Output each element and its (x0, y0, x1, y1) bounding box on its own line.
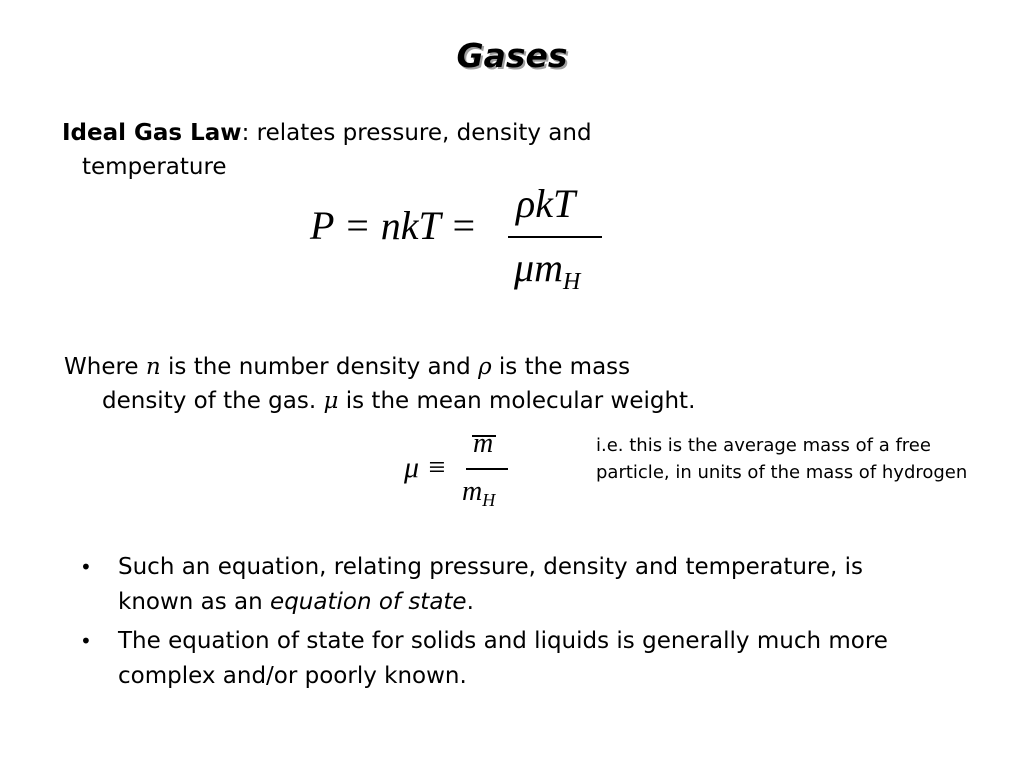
ideal-gas-equation-numerator: ρkT (516, 181, 576, 226)
bullet-2-text: The equation of state for solids and liquids is generally much more complex and/or poorly known. (118, 628, 888, 689)
where-part1: Where (64, 354, 146, 380)
mu-equation-numerator: m (473, 428, 494, 459)
intro-text-line1: relates pressure, density and (249, 120, 592, 146)
intro-text-line2: temperature (82, 154, 227, 180)
bullet-1-text: Such an equation, relating pressure, density and temperature, is known as an (118, 554, 864, 615)
variable-definitions (64, 350, 804, 418)
where-part4: density of the gas. (102, 388, 324, 414)
mean-molecular-weight-note: i.e. this is the average mass of a free particle, in units of the mass of hydrogen (596, 435, 968, 483)
fraction-bar (508, 236, 602, 238)
denominator-main: μm (514, 245, 563, 290)
mean-molecular-weight-equation (400, 424, 520, 524)
ideal-gas-law-term: Ideal Gas Law (62, 120, 242, 146)
n-symbol: n (145, 354, 161, 380)
intro-colon: : (241, 120, 250, 146)
denominator-main: m (462, 476, 483, 507)
bullet-list (80, 550, 900, 698)
ideal-gas-equation-lhs: P = nkT = (310, 203, 477, 248)
list-item (80, 624, 900, 694)
denominator-subscript: H (562, 269, 581, 295)
equation-of-state-emphasis: equation of state (270, 589, 467, 615)
where-part5: is the mean molecular weight. (338, 388, 696, 414)
bullet-marker: • (80, 555, 92, 579)
list-item (80, 550, 900, 620)
bullet-1-end: . (466, 589, 474, 615)
where-part3: is the mass (491, 354, 631, 380)
mu-equation-lhs: μ ≡ (404, 451, 447, 484)
ideal-gas-equation (310, 181, 610, 306)
where-line2 (64, 384, 804, 418)
mu-symbol: μ (323, 388, 339, 414)
slide-title: Gases (456, 36, 568, 75)
fraction-bar (466, 468, 508, 470)
bullet-marker: • (80, 629, 92, 653)
denominator-subscript: H (482, 490, 496, 510)
ideal-gas-law-intro (62, 116, 722, 184)
ideal-gas-equation-denominator (514, 244, 581, 295)
where-part2: is the number density and (160, 354, 479, 380)
mu-equation-denominator (462, 476, 495, 508)
rho-symbol: ρ (478, 354, 492, 380)
